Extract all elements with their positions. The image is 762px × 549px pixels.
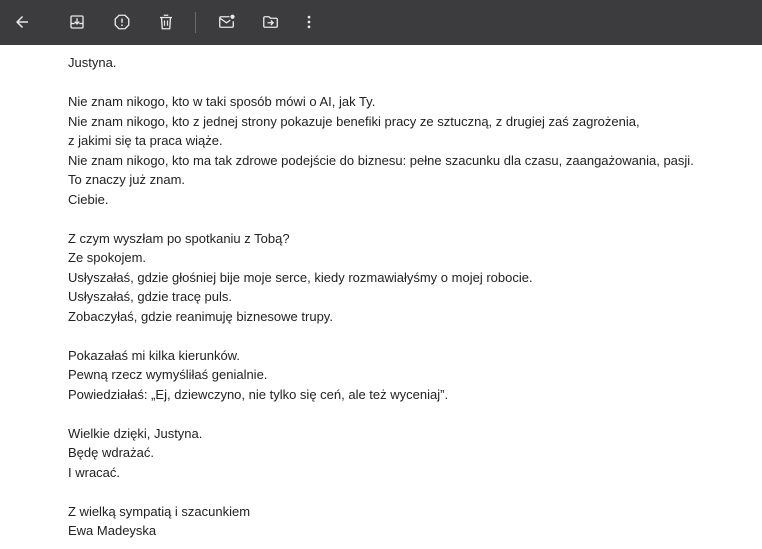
body-line: Usłyszałaś, gdzie głośniej bije moje serce, kiedy rozmawiałyśmy o mojej robocie. bbox=[68, 269, 533, 285]
more-options-button[interactable] bbox=[298, 11, 320, 33]
body-line: Nie znam nikogo, kto ma tak zdrowe podejście do biznesu: pełne szacunku dla czasu, zaangażowania, pasji. bbox=[68, 152, 694, 168]
greeting: Justyna. bbox=[68, 55, 117, 70]
mark-unread-button[interactable] bbox=[215, 11, 237, 33]
paragraph-spacer bbox=[68, 209, 748, 229]
message-toolbar bbox=[0, 0, 762, 45]
body-line: Pewną rzecz wymyśliłaś genialnie. bbox=[68, 367, 268, 382]
signature-name: Ewa Madeyska bbox=[68, 523, 157, 538]
body-line: Wielkie dzięki, Justyna. bbox=[68, 425, 203, 441]
paragraph-spacer bbox=[68, 482, 748, 502]
body-line: Z czym wyszłam po spotkaniu z Tobą? bbox=[68, 230, 290, 246]
paragraph-spacer bbox=[68, 326, 748, 346]
email-body bbox=[68, 53, 748, 541]
mark-unread-icon bbox=[217, 13, 236, 31]
body-line: Nie znam nikogo, kto w taki sposób mówi o AI, jak Ty. bbox=[68, 94, 376, 109]
closing-line: Z wielką sympatią i szacunkiem bbox=[68, 503, 251, 519]
body-line: To znaczy już znam. bbox=[68, 172, 186, 187]
arrow-left-icon bbox=[13, 13, 31, 31]
body-line: Zobaczyłaś, gdzie reanimuję biznesowe trupy. bbox=[68, 308, 333, 324]
report-spam-icon bbox=[113, 13, 131, 31]
delete-button[interactable] bbox=[155, 11, 177, 33]
paragraph-spacer bbox=[68, 73, 748, 93]
body-line: I wracać. bbox=[68, 464, 121, 480]
body-line: Pokazałaś mi kilka kierunków. bbox=[68, 347, 240, 363]
archive-icon bbox=[68, 13, 86, 31]
toolbar-divider bbox=[195, 12, 196, 33]
body-line: Usłyszałaś, gdzie tracę puls. bbox=[68, 289, 233, 304]
report-spam-button[interactable] bbox=[111, 11, 133, 33]
more-vert-icon bbox=[300, 13, 318, 31]
body-line: Będę wdrażać. bbox=[68, 445, 154, 460]
body-line: Powiedziałaś: „Ej, dziewczyno, nie tylko się ceń, ale też wyceniaj”. bbox=[68, 386, 449, 402]
back-button[interactable] bbox=[11, 11, 33, 33]
move-to-button[interactable] bbox=[259, 11, 281, 33]
archive-button[interactable] bbox=[66, 11, 88, 33]
body-line: Ciebie. bbox=[68, 191, 109, 207]
body-line: z jakimi się ta praca wiąże. bbox=[68, 133, 223, 148]
trash-icon bbox=[157, 13, 175, 31]
move-to-icon bbox=[261, 13, 280, 31]
body-line: Ze spokojem. bbox=[68, 250, 147, 265]
body-line: Nie znam nikogo, kto z jednej strony pokazuje benefiki pracy ze sztuczną, z drugiej zaś zagrożenia, bbox=[68, 113, 640, 129]
paragraph-spacer bbox=[68, 404, 748, 424]
